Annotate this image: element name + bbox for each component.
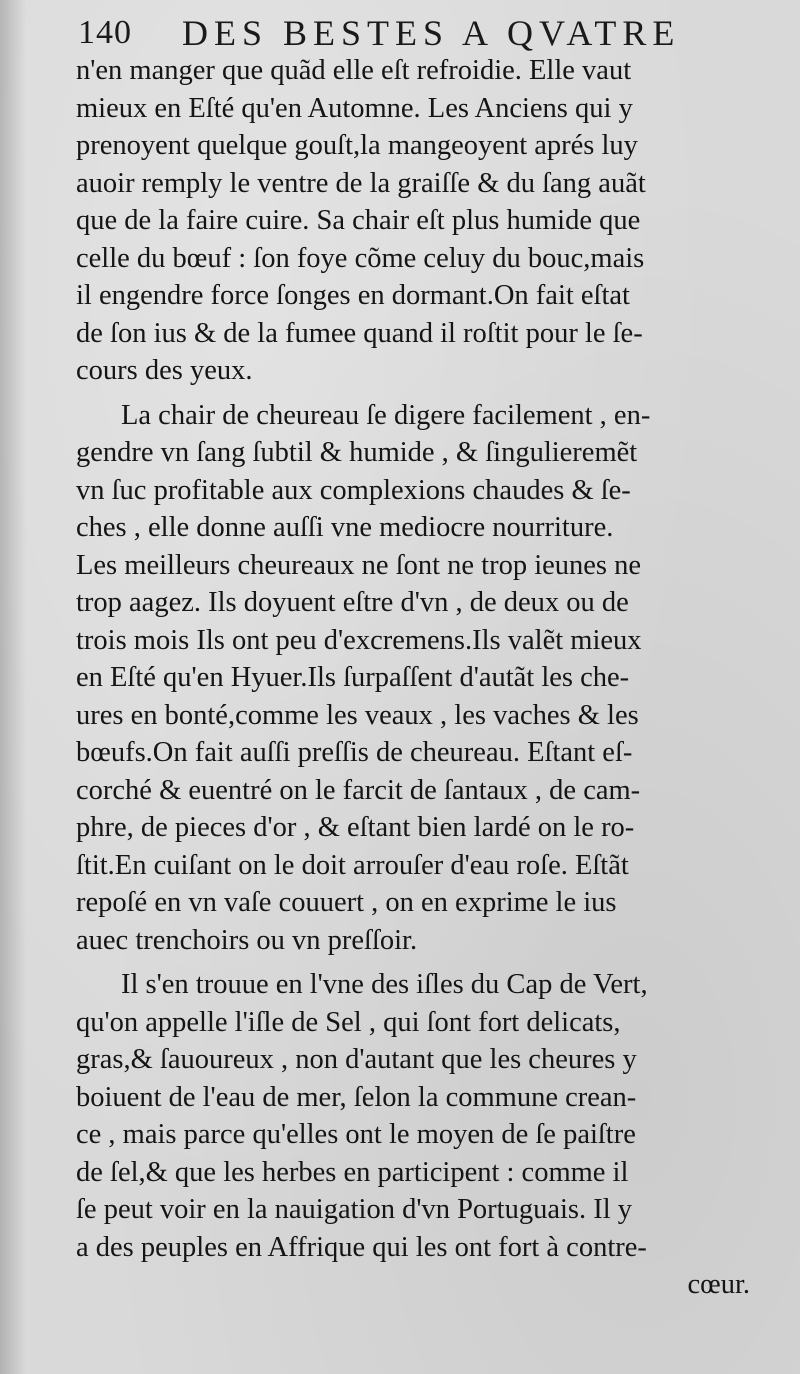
text-line: mieux en Eſté qu'en Automne. Les Anciens qui y <box>76 92 633 124</box>
body-text <box>76 52 766 1304</box>
text-line: boiuent de l'eau de mer, ſelon la commune crean- <box>76 1081 637 1113</box>
paragraph-start-line: La chair de cheureau ſe digere facilement , en- <box>121 399 651 431</box>
text-line: qu'on appelle l'iſle de Sel , qui ſont fort delicats, <box>76 1006 621 1038</box>
paragraph-start-line: Il s'en trouue en l'vne des iſles du Cap de Vert, <box>121 969 648 1000</box>
text-line: ſe peut voir en la nauigation d'vn Portuguais. Il y <box>76 1194 633 1225</box>
running-head <box>78 10 718 56</box>
text-line: celle du bœuf : ſon foye cõme celuy du bouc,mais <box>76 242 645 274</box>
text-line: phre, de pieces d'or , & eſtant bien lardé on le ro- <box>76 812 635 843</box>
text-line: vn ſuc profitable aux complexions chaudes & ſe- <box>76 474 631 506</box>
text-line: n'en manger que quãd elle eſt refroidie. Elle vaut <box>76 55 632 86</box>
text-line: corché & euentré on le farcit de ſantaux , de cam- <box>76 774 641 806</box>
catchword: cœur. <box>687 1269 750 1300</box>
text-line: en Eſté qu'en Hyuer.Ils ſurpaſſent d'autãt les che- <box>76 662 630 693</box>
text-line: a des peuples en Affrique qui les ont fort à contre- <box>76 1231 647 1263</box>
running-title: DES BESTES A QVATRE <box>182 13 681 53</box>
page-number: 140 <box>78 14 132 51</box>
text-line: ches , elle donne auſſi vne mediocre nourriture. <box>76 512 614 543</box>
text-line: Les meilleurs cheureaux ne ſont ne trop ieunes ne <box>76 549 642 581</box>
text-line: gendre vn ſang ſubtil & humide , & ſingulieremẽt <box>76 437 638 468</box>
text-line: trois mois Ils ont peu d'excremens.Ils valẽt mieux <box>76 624 642 656</box>
text-line: auoir remply le ventre de la graiſſe & du ſang auãt <box>76 167 646 199</box>
text-line: prenoyent quelque gouſt,la mangeoyent aprés luy <box>76 130 638 161</box>
text-line: ce , mais parce qu'elles ont le moyen de ſe paiſtre <box>76 1119 636 1150</box>
text-line: auec trenchoirs ou vn preſſoir. <box>76 924 418 956</box>
text-line: gras,& ſauoureux , non d'autant que les cheures y <box>76 1044 637 1075</box>
text-line: trop aagez. Ils doyuent eſtre d'vn , de deux ou de <box>76 587 629 618</box>
text-line: ures en bonté,comme les veaux , les vaches & les <box>76 699 639 731</box>
text-line: repoſé en vn vaſe couuert , on en exprime le ius <box>76 887 617 918</box>
text-line: que de la faire cuire. Sa chair eſt plus humide que <box>76 205 641 236</box>
text-line: cours des yeux. <box>76 355 253 386</box>
gutter-shadow <box>0 0 26 1374</box>
text-line: il engendre force ſonges en dormant.On fait eſtat <box>76 280 630 311</box>
text-line: de ſon ius & de la fumee quand il roſtit pour le ſe- <box>76 317 643 349</box>
text-line: ſtit.En cuiſant on le doit arrouſer d'eau roſe. Eſtãt <box>76 849 629 881</box>
text-line: de ſel,& que les herbes en participent : comme il <box>76 1156 629 1188</box>
text-line: bœufs.On fait auſſi preſſis de cheureau. Eſtant eſ- <box>76 737 633 768</box>
